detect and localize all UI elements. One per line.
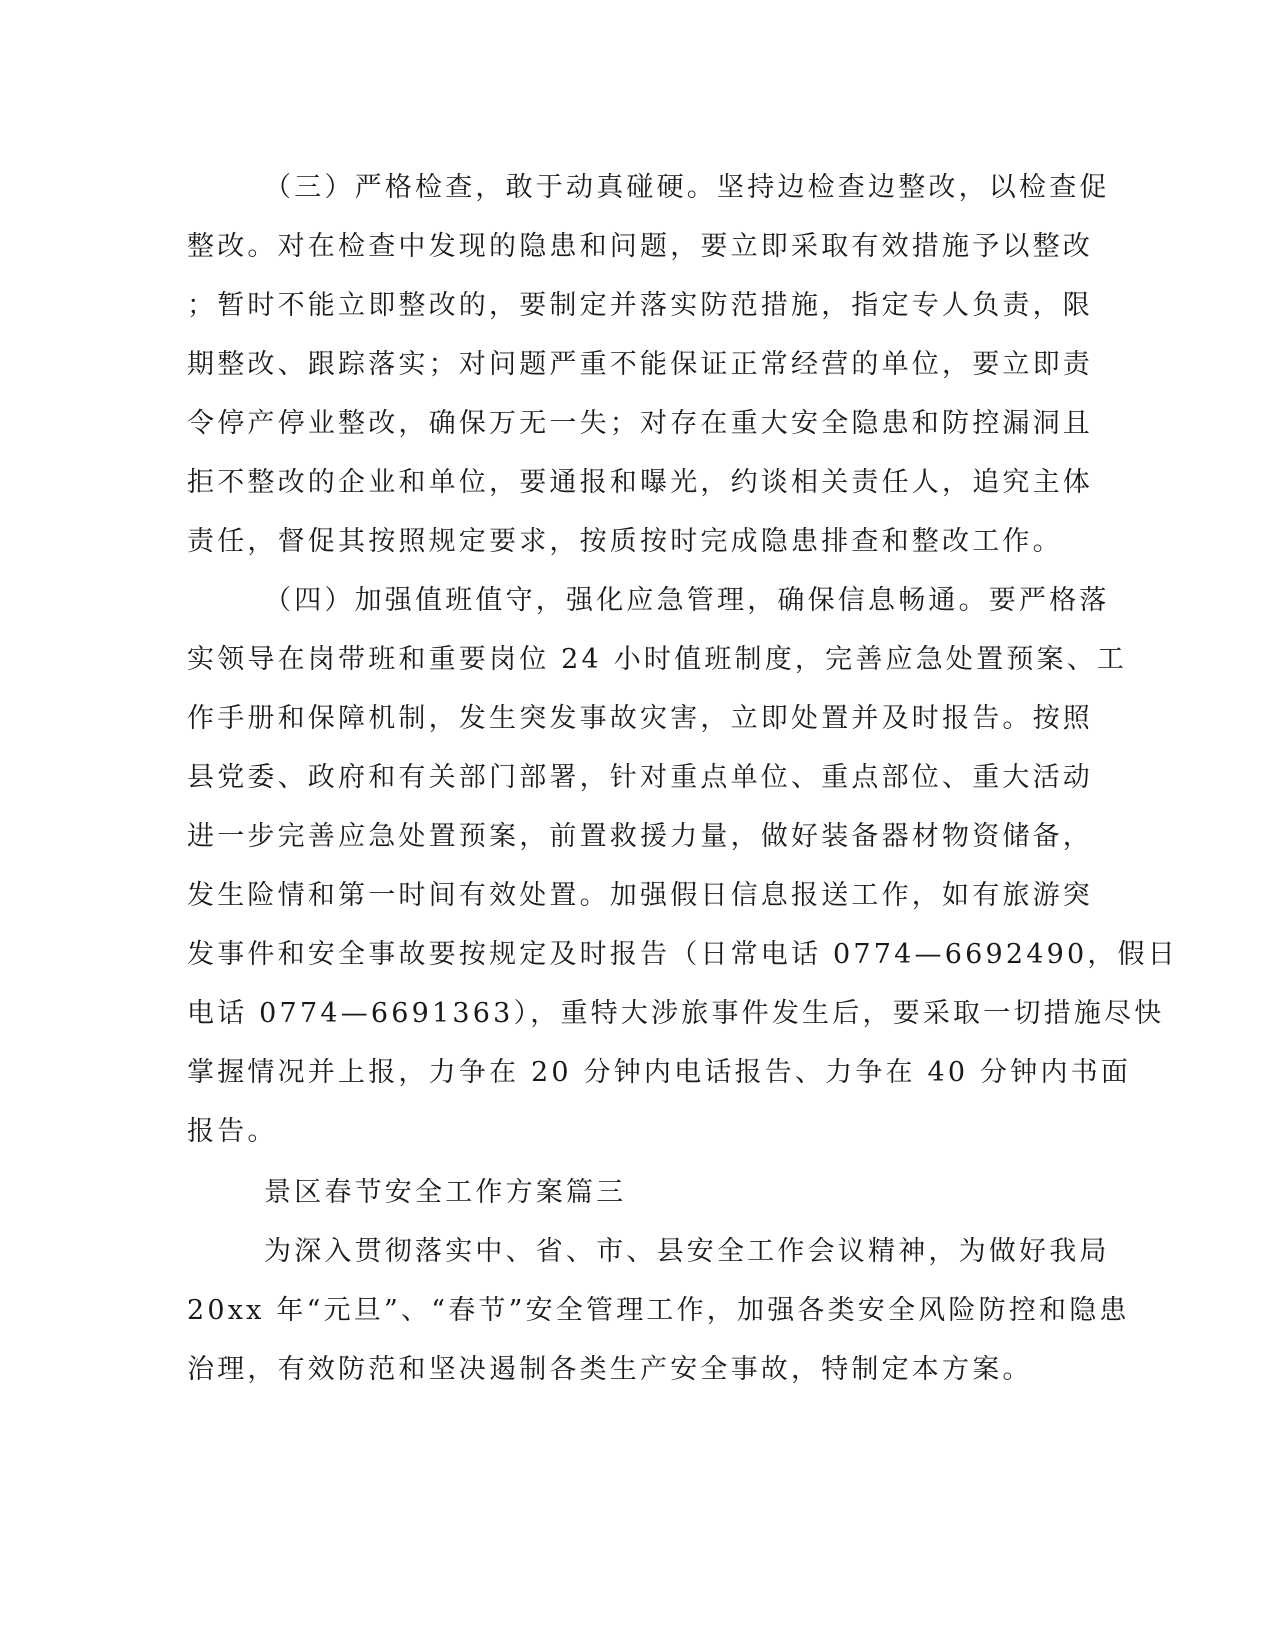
paragraph-line: 电话 0774—6691363），重特大涉旅事件发生后，要采取一切措施尽快 (187, 998, 1165, 1029)
paragraph-line: 责任，督促其按照规定要求，按质按时完成隐患排查和整改工作。 (187, 526, 1063, 557)
section-heading: 景区春节安全工作方案篇三 (264, 1177, 627, 1208)
paragraph-line: 报告。 (187, 1116, 278, 1147)
paragraph-line: ；暂时不能立即整改的，要制定并落实防范措施，指定专人负责，限 (187, 290, 1093, 321)
paragraph-line: 掌握情况并上报，力争在 20 分钟内电话报告、力争在 40 分钟内书面 (187, 1057, 1132, 1088)
paragraph-line: 县党委、政府和有关部门部署，针对重点单位、重点部位、重大活动 (187, 762, 1093, 793)
paragraph-line: 实领导在岗带班和重要岗位 24 小时值班制度，完善应急处置预案、工 (187, 644, 1128, 675)
paragraph-line: 拒不整改的企业和单位，要通报和曝光，约谈相关责任人，追究主体 (187, 467, 1093, 498)
document-body (187, 158, 1178, 1399)
paragraph-line: 为深入贯彻落实中、省、市、县安全工作会议精神，为做好我局 (264, 1236, 1110, 1267)
paragraph-line: 发生险情和第一时间有效处置。加强假日信息报送工作，如有旅游突 (187, 880, 1093, 911)
section-3-paragraph (187, 158, 1110, 571)
intro-paragraph (187, 1222, 1130, 1399)
paragraph-line: 作手册和保障机制，发生突发事故灾害，立即处置并及时报告。按照 (187, 703, 1093, 734)
paragraph-line: （三）严格检查，敢于动真碰硬。坚持边检查边整改，以检查促 (264, 172, 1110, 203)
paragraph-line: 20xx 年“元旦”、“春节”安全管理工作，加强各类安全风险防控和隐患 (187, 1295, 1130, 1326)
paragraph-line: （四）加强值班值守，强化应急管理，确保信息畅通。要严格落 (264, 585, 1110, 616)
paragraph-line: 进一步完善应急处置预案，前置救援力量，做好装备器材物资储备， (187, 821, 1093, 852)
section-4-paragraph (187, 571, 1178, 1161)
paragraph-line: 整改。对在检查中发现的隐患和问题，要立即采取有效措施予以整改 (187, 231, 1093, 262)
paragraph-line: 治理，有效防范和坚决遏制各类生产安全事故，特制定本方案。 (187, 1354, 1033, 1385)
paragraph-line: 期整改、跟踪落实；对问题严重不能保证正常经营的单位，要立即责 (187, 349, 1093, 380)
paragraph-line: 发事件和安全事故要按规定及时报告（日常电话 0774—6692490，假日 (187, 939, 1178, 970)
paragraph-line: 令停产停业整改，确保万无一失；对存在重大安全隐患和防控漏洞且 (187, 408, 1093, 439)
